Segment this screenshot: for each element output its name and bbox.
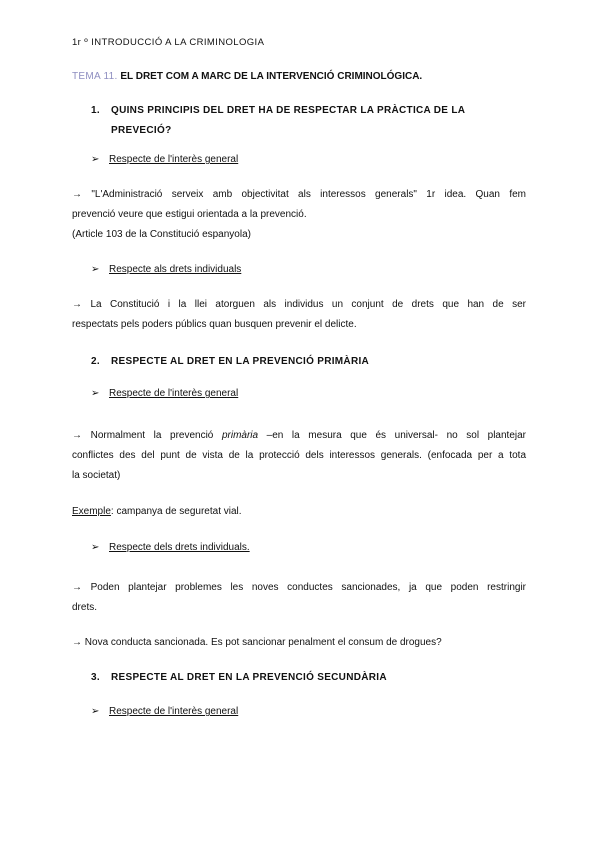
paragraph-line bbox=[72, 295, 526, 315]
section-1-bullet-2 bbox=[91, 264, 241, 275]
section-3-heading-text: RESPECTE AL DRET EN LA PREVENCIÓ SECUNDÀRIA bbox=[111, 672, 387, 683]
section-1-heading-line1: QUINS PRINCIPIS DEL DRET HA DE RESPECTAR LA PRÀCTICA DE LA bbox=[111, 105, 466, 116]
section-2-heading bbox=[91, 356, 369, 367]
paragraph-text: La Constitució i la llei atorguen als individus un conjunt de drets que han de ser bbox=[90, 299, 526, 310]
paragraph-line: conflictes des del punt de vista de la protecció dels interessos generals. (enfocada per a tota bbox=[72, 450, 526, 461]
right-arrow-icon: → bbox=[72, 430, 82, 441]
arrow-bullet-icon: ➢ bbox=[91, 542, 100, 553]
bullet-text: Respecte de l'interès general bbox=[109, 706, 239, 717]
right-arrow-icon: → bbox=[72, 189, 82, 200]
arrow-bullet-icon: ➢ bbox=[91, 264, 100, 275]
section-2-paragraph-1 bbox=[72, 426, 526, 486]
arrow-bullet-icon: ➢ bbox=[91, 388, 100, 399]
section-1-paragraph-1 bbox=[72, 185, 526, 245]
paragraph-line: respectats pels poders públics quan busquen prevenir el delicte. bbox=[72, 319, 357, 330]
section-2-bullet-1 bbox=[91, 388, 238, 399]
paragraph-text: "L'Administració serveix amb objectivitat als interessos generals" 1r idea. Quan fem bbox=[91, 189, 526, 200]
section-1-heading-line2: PREVECIÓ? bbox=[111, 125, 172, 136]
section-2-paragraph-3 bbox=[72, 633, 526, 653]
section-3-bullet-1 bbox=[91, 706, 238, 717]
paragraph-text: –en la mesura que és universal- no sol plantejar bbox=[258, 430, 527, 441]
paragraph-line bbox=[72, 185, 526, 205]
section-2-bullet-2 bbox=[91, 542, 250, 553]
document-title bbox=[72, 71, 422, 82]
section-1-number: 1. bbox=[91, 105, 100, 116]
section-1-heading bbox=[91, 101, 511, 141]
section-1-bullet-1 bbox=[91, 154, 238, 165]
title-text: EL DRET COM A MARC DE LA INTERVENCIÓ CRIMINOLÓGICA. bbox=[117, 71, 423, 82]
bullet-text: Respecte de l'interès general bbox=[109, 154, 239, 165]
paragraph-line: drets. bbox=[72, 602, 98, 613]
paragraph-line bbox=[72, 502, 526, 522]
example-text: : campanya de seguretat vial. bbox=[110, 506, 242, 517]
page-header: 1r º INTRODUCCIÓ A LA CRIMINOLOGIA bbox=[72, 37, 265, 48]
emphasis-text: primària bbox=[221, 430, 259, 441]
paragraph-line bbox=[72, 633, 526, 653]
section-2-heading-text: RESPECTE AL DRET EN LA PREVENCIÓ PRIMÀRIA bbox=[111, 356, 370, 367]
right-arrow-icon: → bbox=[72, 637, 82, 648]
section-1-paragraph-2 bbox=[72, 295, 526, 335]
paragraph-text: Nova conducta sancionada. Es pot sancionar penalment el consum de drogues? bbox=[84, 637, 442, 648]
arrow-bullet-icon: ➢ bbox=[91, 706, 100, 717]
paragraph-line: prevenció veure que estigui orientada a la prevenció. bbox=[72, 209, 307, 220]
paragraph-text: Poden plantejar problemes les noves conductes sancionades, ja que poden restringir bbox=[90, 582, 526, 593]
section-3-number: 3. bbox=[91, 672, 100, 683]
example-label: Exemple bbox=[72, 506, 111, 517]
section-2-paragraph-2 bbox=[72, 578, 526, 618]
section-2-number: 2. bbox=[91, 356, 100, 367]
paragraph-line: (Article 103 de la Constitució espanyola) bbox=[72, 229, 251, 240]
arrow-bullet-icon: ➢ bbox=[91, 154, 100, 165]
bullet-text: Respecte de l'interès general bbox=[109, 388, 239, 399]
section-2-example bbox=[72, 502, 526, 522]
section-3-heading bbox=[91, 672, 387, 683]
right-arrow-icon: → bbox=[72, 582, 82, 593]
right-arrow-icon: → bbox=[72, 299, 82, 310]
bullet-text: Respecte dels drets individuals. bbox=[109, 542, 250, 553]
paragraph-line: la societat) bbox=[72, 470, 121, 481]
paragraph-text: Normalment la prevenció bbox=[90, 430, 222, 441]
bullet-text: Respecte als drets individuals bbox=[109, 264, 242, 275]
paragraph-line bbox=[72, 578, 526, 598]
paragraph-line bbox=[72, 426, 526, 446]
tema-label: TEMA 11. bbox=[72, 71, 118, 82]
